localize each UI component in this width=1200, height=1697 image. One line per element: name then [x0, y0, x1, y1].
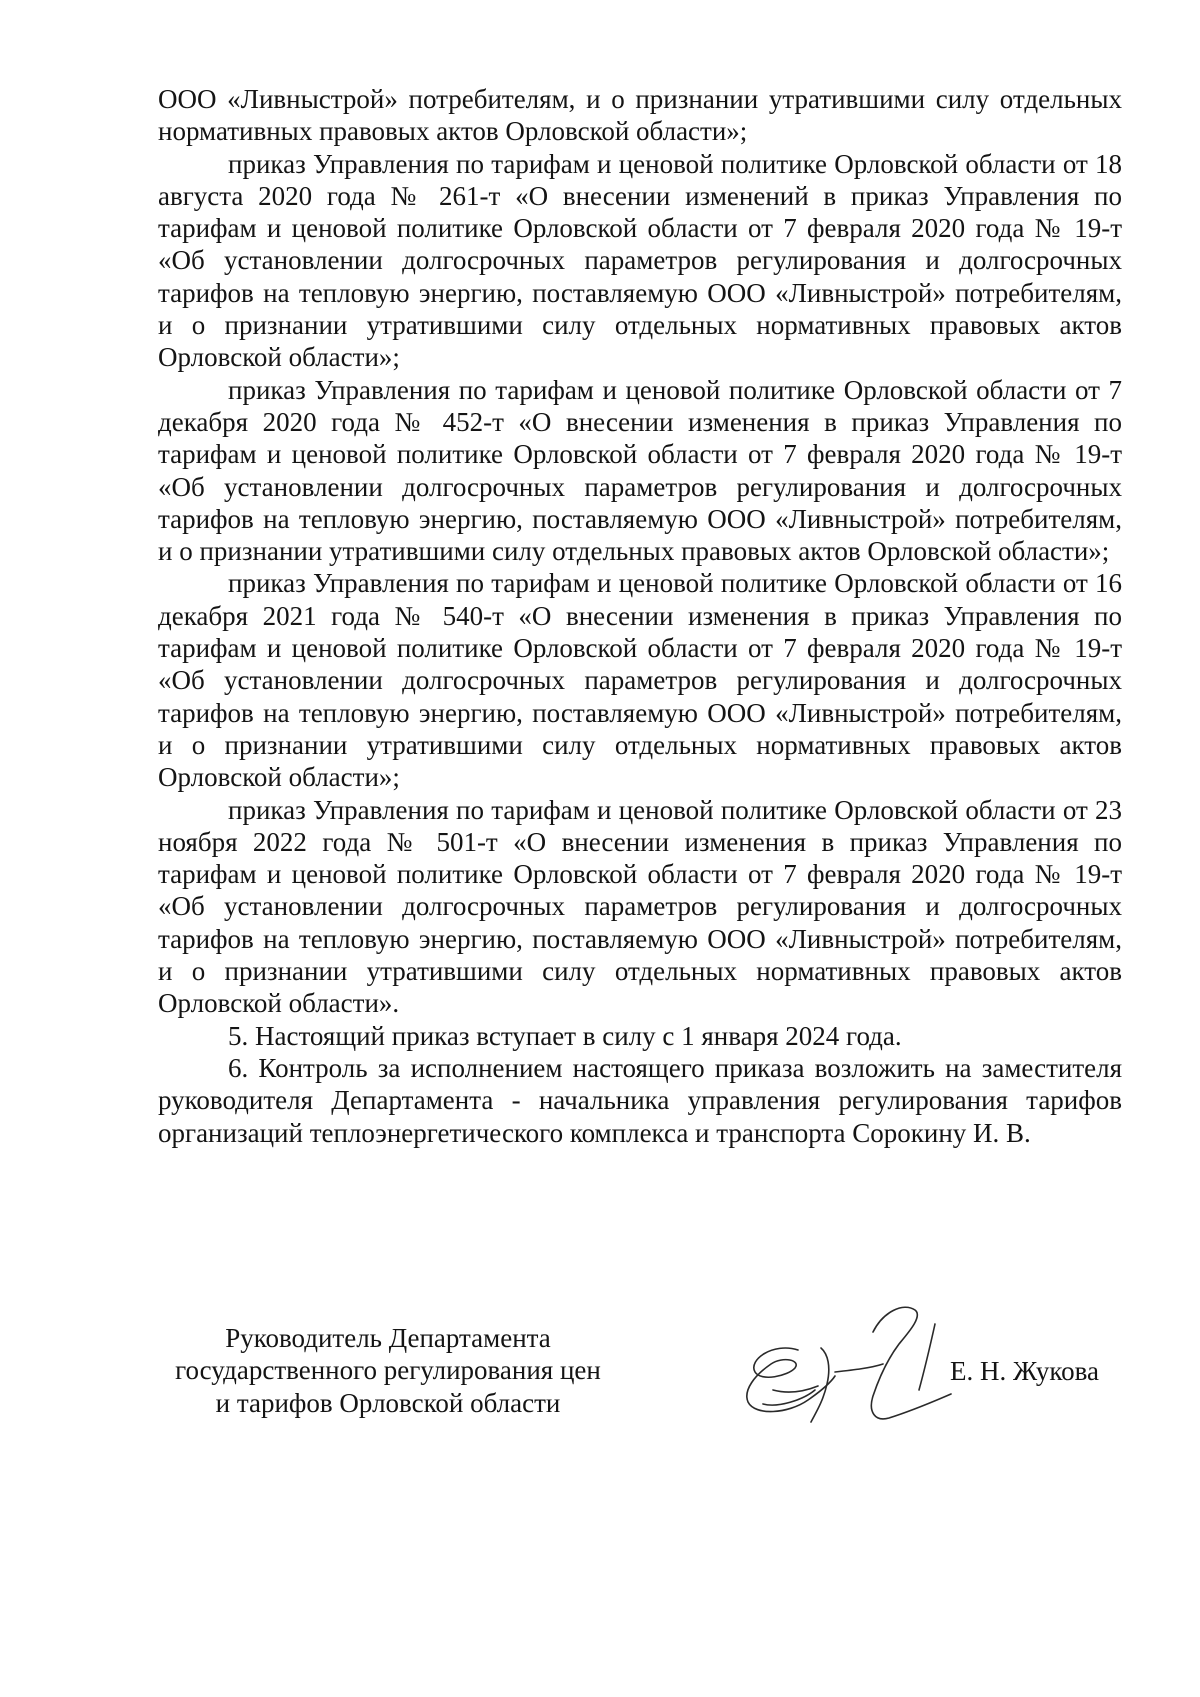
signatory-title-line: и тарифов Орловской области [215, 1387, 561, 1418]
paragraph-continuation: ООО «Ливныстрой» потребителям, и о признании утратившими силу отдельных нормативных правовых актов Орловской области»; [158, 84, 1122, 147]
signatory-title-line: государственного регулирования цен [175, 1355, 601, 1386]
paragraph-order-540: приказ Управления по тарифам и ценовой политике Орловской области от 16 декабря 2021 года № 540-т «О внесении изменения в приказ Управления по тарифам и ценовой политике Орловской области от 7 февраля 2020 года № 19-т «Об установлении долгосрочных параметров регулирования и долгосрочных тарифов на тепловую энергию, поставляемую ООО «Ливныстрой» потребителям, и о признании утратившими силу отдельных нормативных правовых актов Орловской области»; [158, 568, 1122, 793]
signatory-title-line: Руководитель Департамента [225, 1323, 551, 1353]
paragraph-order-261: приказ Управления по тарифам и ценовой политике Орловской области от 18 августа 2020 года № 261-т «О внесении изменений в приказ Управления по тарифам и ценовой политике Орловской области от 7 февраля 2020 года № 19-т «Об установлении долгосрочных параметров регулирования и долгосрочных тарифов на тепловую энергию, поставляемую ООО «Ливныстрой» потребителям, и о признании утратившими силу отдельных нормативных правовых актов Орловской области»; [158, 148, 1122, 373]
document-body [158, 83, 1122, 1149]
paragraph-order-501: приказ Управления по тарифам и ценовой политике Орловской области от 23 ноября 2022 года № 501-т «О внесении изменения в приказ Управления по тарифам и ценовой политике Орловской области от 7 февраля 2020 года № 19-т «Об установлении долгосрочных параметров регулирования и долгосрочных тарифов на тепловую энергию, поставляемую ООО «Ливныстрой» потребителям, и о признании утратившими силу отдельных нормативных правовых актов Орловской области». [158, 794, 1122, 1019]
paragraph-item-5: 5. Настоящий приказ вступает в силу с 1 января 2024 года. [228, 1020, 902, 1051]
signatory-name: Е. Н. Жукова [950, 1356, 1099, 1386]
signature-block [158, 1322, 1122, 1472]
handwritten-signature [703, 1272, 963, 1462]
paragraph-item-6: 6. Контроль за исполнением настоящего приказа возложить на заместителя руководителя Департамента - начальника управления регулирования тарифов организаций теплоэнергетического комплекса и транспорта Сорокину И. В. [158, 1052, 1122, 1148]
signatory-title [158, 1322, 618, 1419]
paragraph-order-452: приказ Управления по тарифам и ценовой политике Орловской области от 7 декабря 2020 года № 452-т «О внесении изменения в приказ Управления по тарифам и ценовой политике Орловской области от 7 февраля 2020 года № 19-т «Об установлении долгосрочных параметров регулирования и долгосрочных тарифов на тепловую энергию, поставляемую ООО «Ливныстрой» потребителям, и о признании утратившими силу отдельных правовых актов Орловской области»; [158, 374, 1122, 567]
